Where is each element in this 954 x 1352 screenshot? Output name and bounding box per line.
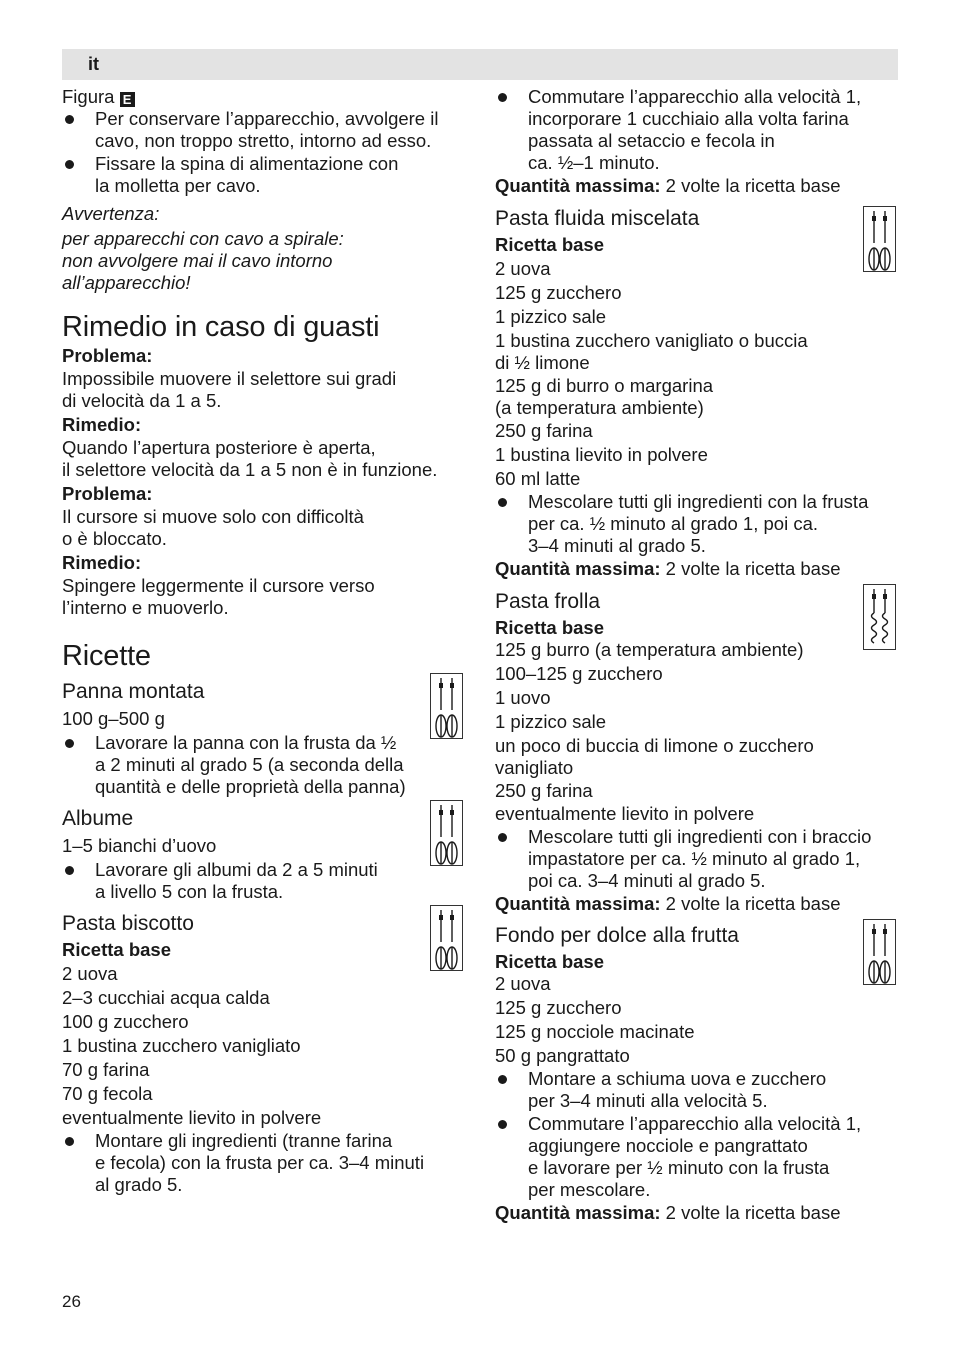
ingredient: 125 g di burro o margarina (a temperatura ambiente) (495, 375, 714, 418)
ingredient-list (495, 973, 898, 1067)
bullet-dot (498, 1075, 507, 1084)
ingredient: 100 g zucchero (62, 1011, 189, 1032)
rimedio-heading: Rimedio in caso di guasti (62, 311, 380, 343)
recipe-bullet: Montare gli ingredienti (tranne farina e fecola) con la frusta per ca. 3–4 minuti al grado 5. (62, 1130, 462, 1196)
recipe-qty: 1–5 bianchi d’uovo (62, 835, 217, 856)
recipe-title: Pasta fluida miscelata (495, 207, 700, 230)
trouble-label: Rimedio: (62, 414, 142, 435)
ingredient: 2 uova (495, 258, 551, 279)
whisk-icon (430, 673, 463, 739)
avvertenza-title: Avvertenza: (62, 203, 160, 224)
recipe-biscotto (62, 911, 462, 1196)
recipe-bullet: Lavorare gli albumi da 2 a 5 minuti a livello 5 con la frusta. (62, 859, 462, 903)
recipe-bullet: Lavorare la panna con la frusta da ½ a 2 minuti al grado 5 (a seconda della quantità e delle proprietà della panna) (62, 732, 462, 798)
bullet-dot (65, 1137, 74, 1146)
ingredient: eventualmente lievito in polvere (495, 803, 755, 824)
ricette-heading: Ricette (62, 640, 151, 672)
recipe-bullet: Mescolare tutti gli ingredienti con i braccio impastatore per ca. ½ minuto al grado 1, poi ca. 3–4 minuti al grado 5. (495, 826, 898, 892)
quantity-max: Quantità massima: 2 volte la ricetta base (495, 558, 841, 579)
recipe-bullet: Mescolare tutti gli ingredienti con la frusta per ca. ½ minuto al grado 1, poi ca. 3–4 minuti al grado 5. (495, 491, 898, 557)
ingredient: 100–125 g zucchero (495, 663, 663, 684)
whisk-icon (863, 206, 896, 272)
bullet-dot (65, 866, 74, 875)
ingredient: 1 bustina zucchero vanigliato (62, 1035, 301, 1056)
ricetta-base-label: Ricetta base (62, 939, 171, 960)
right-column (495, 86, 898, 1224)
page-number: 26 (62, 1292, 81, 1311)
avvertenza-text: per apparecchi con cavo a spirale: non avvolgere mai il cavo intorno all’apparecchio! (62, 228, 344, 293)
quantity-max: Quantità massima: 2 volte la ricetta base (495, 175, 841, 196)
recipe-title: Pasta frolla (495, 590, 601, 613)
figura-label: Figura E (62, 86, 462, 108)
language-bar (62, 49, 898, 80)
trouble-text: Spingere leggermente il cursore verso l’interno e muoverlo. (62, 575, 375, 618)
ingredient: 1 pizzico sale (495, 306, 607, 327)
figura-bullet: Fissare la spina di alimentazione con la molletta per cavo. (62, 153, 462, 197)
quantity-max: Quantità massima: 2 volte la ricetta base (495, 1202, 841, 1223)
bullet-dot (498, 1120, 507, 1129)
trouble-label: Rimedio: (62, 552, 142, 573)
recipe-albume (62, 806, 462, 903)
trouble-label: Problema: (62, 345, 153, 366)
trouble-label: Problema: (62, 483, 153, 504)
ingredient: 2–3 cucchiai acqua calda (62, 987, 270, 1008)
figure-ref-badge: E (120, 92, 135, 107)
ingredient: 1 uovo (495, 687, 551, 708)
ingredient: 125 g nocciole macinate (495, 1021, 695, 1042)
ingredient: 2 uova (62, 963, 118, 984)
left-column (62, 86, 462, 1196)
trouble-text: Impossibile muovere il selettore sui gradi di velocità da 1 a 5. (62, 368, 397, 411)
kneading-hook-icon (863, 584, 896, 650)
recipe-title: Albume (62, 807, 134, 830)
ingredient: 60 ml latte (495, 468, 581, 489)
biscotto-continued-bullet: Commutare l’apparecchio alla velocità 1, incorporare 1 cucchiaio alla volta farina passata al setaccio e fecola in ca. ½–1 minuto. (495, 86, 898, 174)
ingredient: eventualmente lievito in polvere (62, 1107, 322, 1128)
whisk-icon (430, 800, 463, 866)
recipe-panna (62, 679, 462, 798)
ingredient-list (62, 963, 462, 1129)
recipe-title: Pasta biscotto (62, 912, 194, 935)
ingredient: 125 g zucchero (495, 997, 622, 1018)
ricetta-base-label: Ricetta base (495, 617, 604, 638)
ricetta-base-label: Ricetta base (495, 234, 604, 255)
bullet-dot (65, 160, 74, 169)
recipe-title: Panna montata (62, 680, 205, 703)
whisk-icon (430, 905, 463, 971)
trouble-text: Quando l’apertura posteriore è aperta, il selettore velocità da 1 a 5 non è in funzione. (62, 437, 438, 480)
bullet-dot (498, 498, 507, 507)
recipe-fondo (495, 923, 898, 1224)
trouble-text: Il cursore si muove solo con difficoltà o è bloccato. (62, 506, 364, 549)
whisk-icon (863, 919, 896, 985)
recipe-qty: 100 g–500 g (62, 708, 165, 729)
ingredient: 2 uova (495, 973, 551, 994)
recipe-bullet: Commutare l’apparecchio alla velocità 1, aggiungere nocciole e pangrattato e lavorare per ½ minuto con la frusta per mescolare. (495, 1113, 898, 1201)
ingredient: 250 g farina (495, 420, 593, 441)
recipe-fluida (495, 206, 898, 580)
ingredient: 1 bustina zucchero vanigliato o buccia di ½ limone (495, 330, 808, 373)
ingredient: 125 g burro (a temperatura ambiente) (495, 639, 804, 660)
figura-bullet: Per conservare l’apparecchio, avvolgere il cavo, non troppo stretto, intorno ad esso. (62, 108, 462, 152)
bullet-dot (498, 833, 507, 842)
ingredient-list (495, 258, 898, 490)
ingredient: 125 g zucchero (495, 282, 622, 303)
ingredient: 250 g farina (495, 780, 593, 801)
bullet-dot (498, 93, 507, 102)
ingredient: 70 g farina (62, 1059, 150, 1080)
ingredient: 1 bustina lievito in polvere (495, 444, 708, 465)
recipe-frolla (495, 589, 898, 915)
language-code: it (88, 54, 99, 74)
recipe-bullet: Montare a schiuma uova e zucchero per 3–4 minuti alla velocità 5. (495, 1068, 898, 1112)
ingredient: 1 pizzico sale (495, 711, 607, 732)
ingredient-list (495, 639, 898, 825)
ricetta-base-label: Ricetta base (495, 951, 604, 972)
ingredient: un poco di buccia di limone o zucchero vanigliato (495, 735, 814, 778)
recipe-title: Fondo per dolce alla frutta (495, 924, 739, 947)
ingredient: 50 g pangrattato (495, 1045, 630, 1066)
ingredient: 70 g fecola (62, 1083, 153, 1104)
bullet-dot (65, 739, 74, 748)
quantity-max: Quantità massima: 2 volte la ricetta base (495, 893, 841, 914)
bullet-dot (65, 115, 74, 124)
